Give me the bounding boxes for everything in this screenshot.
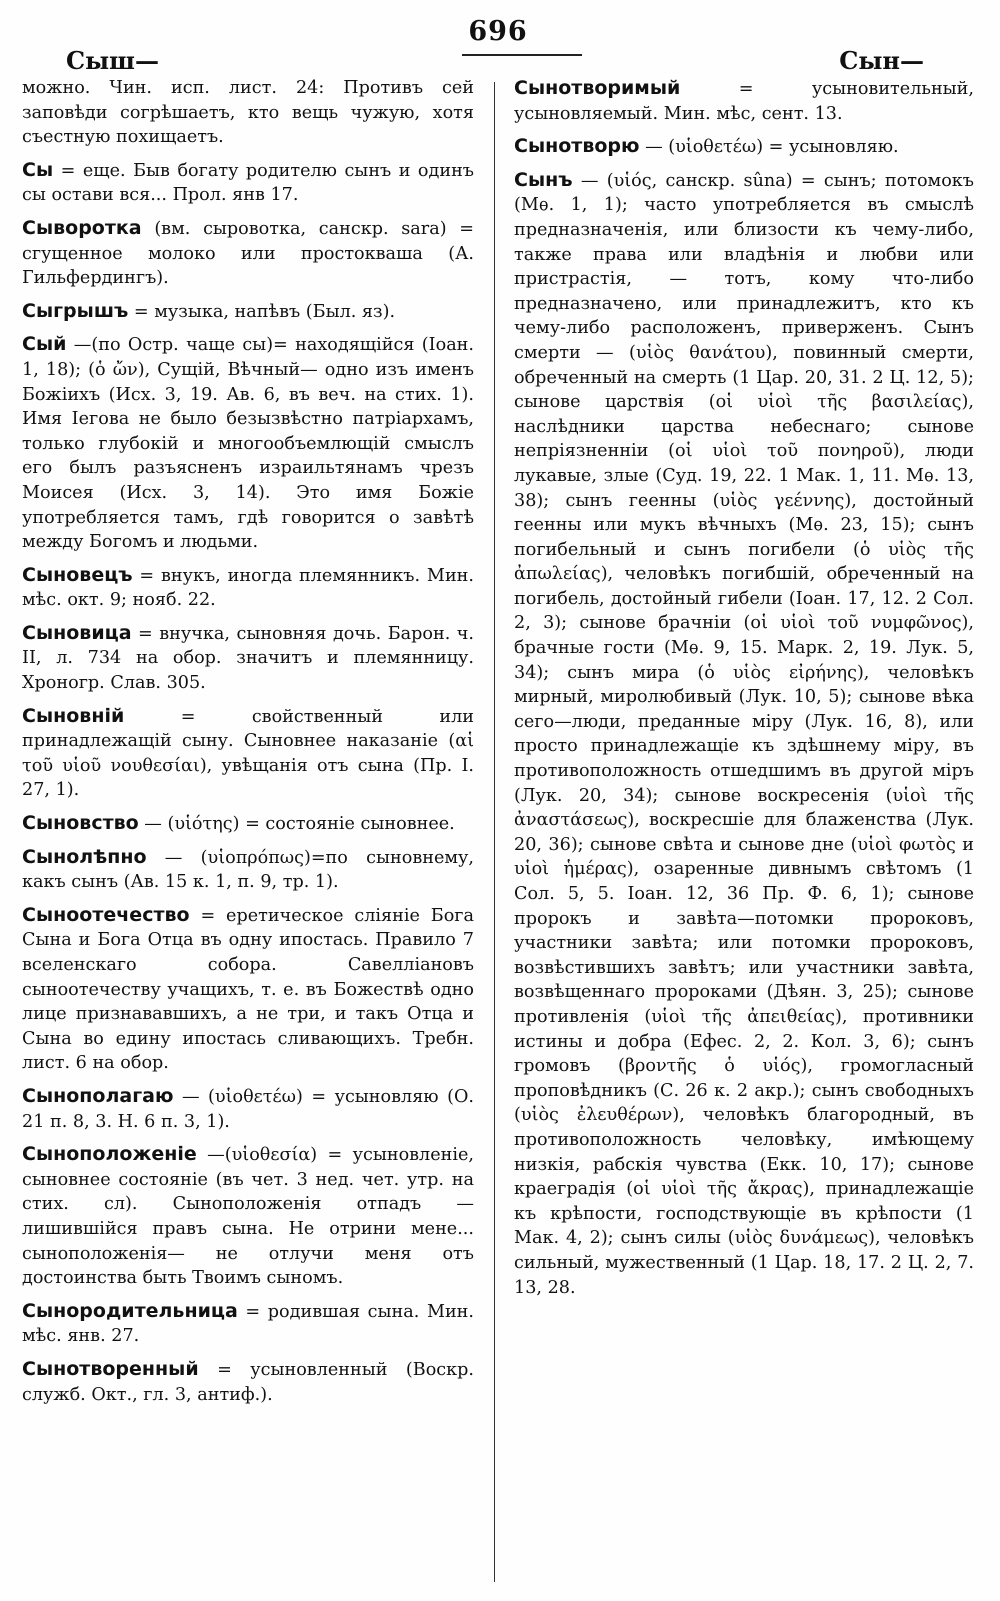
page-number: 696 xyxy=(468,16,528,47)
entry-text: — (υἱοπρόπως)=по сыновнему, какъ сынъ (Ав. 15 к. 1, п. 9, тр. 1). xyxy=(22,847,474,893)
entry-headword: Сынотворенный xyxy=(22,1357,199,1380)
entry-text: = усыновительный, усыновляемый. Мин. мѣс, сент. 13. xyxy=(514,79,974,124)
dictionary-entry xyxy=(514,134,974,160)
dictionary-entry xyxy=(22,332,474,554)
entry-headword: Сыновство xyxy=(22,812,139,835)
dictionary-entry xyxy=(22,704,474,803)
entry-text: = еще. Быв богату родителю сынъ и одинъ сы остави вся... Прол. янв 17. xyxy=(22,160,474,206)
entry-text: — (υἱός, санскр. sûna) = сынъ; потомокъ (Мѳ. 1, 1); часто употребляется въ смыслѣ предназначенія, или близости къ чему-либо, также права или владѣнія и любви или пристрастія, — тотъ, кому что-либо предназначено, или принадлежитъ, кто къ чему-либо расположенъ, приверженъ. Сынъ смерти — (υἱὸς θανάτου), повинный смерти, обреченный на смерть (1 Цар. 20, 31. 2 Ц. 12, 5); сынове царствія (οἱ υἱοὶ τῆς βασιλείας), наслѣдники царства небеснаго; сынове непріязненніи (οἱ υἱοὶ τοῦ πονηροῦ), люди лукавые, злые (Суд. 19, 22. 1 Мак. 1, 11. Мѳ. 13, 38); сынъ геенны (υἱὸς γεέννης), достойный геенны или мукъ вѣчныхъ (Мѳ. 23, 15); сынъ погибельный и сынъ погибели (ὁ υἱὸς τῆς ἀπωλείας), человѣкъ погибшій, обреченный на погибель, достойный гибели (Іоан. 17, 12. 2 Сол. 2, 3); сынове брачніи (οἱ υἱοὶ τοῦ νυμφῶνος), брачные гости (Мѳ. 9, 15. Марк. 2, 19. Лук. 5, 34); сынъ мира (ὁ υἱὸς εἰρήνης), человѣкъ мирный, миролюбивый (Лук. 10, 5); сынове вѣка сего—люди, преданные міру (Лук. 16, 8), или просто принадлежащіе къ здѣшнему міру, въ противоположность отшедшимъ въ другой міръ (Лук. 20, 34); сынове воскресенія (υἱοὶ τῆς ἀναστάσεως), воскресшіе для блаженства (Лук. 20, 36); сынове свѣта и сынове дне (υἱοὶ φωτὸς и υἱοὶ ἡμέρας), озаренные дивнымъ свѣтомъ (1 Сол. 5, 5. Іоан. 12, 36 Пр. Ф. 6, 1); сынове пророкъ и завѣта—потомки пророковъ, участники завѣта; или потомки пророковъ, возвѣстившихъ завѣтъ; или участники завѣта, возвѣщеннаго пророками (Дѣян. 3, 25); сынове противленія (υἱοὶ τῆς ἀπειθείας), противники истины и добра (Ефес. 2, 2. Кол. 3, 6); сынъ громовъ (βροντῆς ὁ υἱός), громогласный проповѣдникъ (С. 26 к. 2 акр.); сынъ свободныхъ (υἱὸς ἐλευθέρων), человѣкъ благородный, въ противоположность человѣку, имѣющему низкія, рабскія чувства (Екк. 10, 17); сынове краеградія (οἱ υἱοὶ τῆς ἄκρας), принадлежащіе къ крѣпости, господствующіе въ крѣпости (1 Мак. 4, 2); сынъ силы (υἱὸς δυνάμεως), человѣкъ сильный, мужественный (1 Цар. 18, 17. 2 Ц. 2, 7. 13, 28. xyxy=(514,170,974,1298)
entry-text: = родившая сына. Мин. мѣс. янв. 27. xyxy=(22,1301,474,1347)
right-column xyxy=(514,76,974,1591)
entry-headword: Сыгрышъ xyxy=(22,299,129,322)
entry-text: (вм. сыровотка, санскр. sara) = сгущенное молоко или простокваша (А. Гильфердингъ). xyxy=(22,218,474,289)
entry-headword: Сынотворю xyxy=(514,135,640,158)
dictionary-entry xyxy=(22,903,474,1076)
running-head-left: Сыш— xyxy=(66,46,159,75)
page-header xyxy=(22,14,974,76)
page-number-rule xyxy=(462,54,582,56)
entry-headword: Сынъ xyxy=(514,168,573,191)
entry-text: = внукъ, иногда племянникъ. Мин. мѣс. окт. 9; нояб. 22. xyxy=(22,565,474,611)
entry-text: —(по Остр. чаще сы)= находящійся (Іоан. 1, 18); (ὁ ὤν), Сущій, Вѣчный— одно изъ именъ Божіихъ (Исх. 3, 19. Ав. 6, въ веч. на стих. 1). Имя Іегова не было безызвѣстно патріархамъ, только глубокій и многообъемлющій смыслъ его былъ разъясненъ израильтянамъ чрезъ Моисея (Исх. 3, 14). Это имя Божіе употребляется тамъ, гдѣ говорится о завѣтѣ между Богомъ и людьми. xyxy=(22,335,474,553)
entry-text: = музыка, напѣвъ (Был. яз). xyxy=(133,301,396,322)
two-column-body xyxy=(22,76,974,1591)
dictionary-entry xyxy=(22,621,474,696)
entry-headword: Сы xyxy=(22,158,54,181)
dictionary-entry xyxy=(22,1142,474,1291)
dictionary-entry xyxy=(22,563,474,613)
entry-text: = усыновленный (Воскр. служб. Окт., гл. 3, антиф.). xyxy=(22,1359,474,1405)
entry-text: = еретическое сліяніе Бога Сына и Бога Отца въ одну ипостась. Правило 7 вселенскаго собора. Савелліановъ сыноотечеству учащихъ, т. е. въ Божествѣ одно лице признававшихъ, а не три, и такъ Отца и Сына во едину ипостась сливающихъ. Требн. лист. 6 на обор. xyxy=(22,905,474,1074)
entry-headword: Сыновица xyxy=(22,621,132,644)
dictionary-entry xyxy=(22,216,474,291)
entry-text: = внучка, сыновняя дочь. Барон. ч. II, л. 734 на обор. значитъ и племянницу. Хроногр. Слав. 305. xyxy=(22,623,474,694)
dictionary-entry xyxy=(22,158,474,208)
entry-headword: Сынотворимый xyxy=(514,77,681,99)
dictionary-entry xyxy=(22,811,474,837)
entry-headword: Сынородительница xyxy=(22,1299,238,1322)
dictionary-entry xyxy=(22,299,474,325)
column-divider xyxy=(494,82,495,1582)
entry-headword: Сынополагаю xyxy=(22,1084,174,1107)
left-column xyxy=(22,76,474,1591)
entry-headword: Сынолѣпно xyxy=(22,845,147,868)
dictionary-entry xyxy=(22,76,474,150)
dictionary-entry xyxy=(22,845,474,895)
entry-text: можно. Чин. исп. лист. 24: Противъ сей заповѣди согрѣшаетъ, кто вещь чужую, хотя съестную похищаетъ. xyxy=(22,78,474,148)
entry-text: — (υἱοθετέω) = усыновляю. xyxy=(645,137,899,158)
entry-text: = свойственный или принадлежащій сыну. Сыновнее наказаніе (αἱ τοῦ υἱοῦ νουθεσίαι), увѣщанія отъ сына (Пр. I. 27, 1). xyxy=(22,706,474,801)
entry-headword: Сыновній xyxy=(22,704,125,727)
dictionary-entry xyxy=(22,1084,474,1134)
entry-headword: Сый xyxy=(22,333,67,356)
entry-headword: Сыноотечество xyxy=(22,903,190,926)
running-head-right: Сын— xyxy=(839,46,924,75)
dictionary-entry xyxy=(514,76,974,126)
dictionary-entry xyxy=(514,168,974,1300)
entry-headword: Сыворотка xyxy=(22,216,142,239)
entry-headword: Сыновецъ xyxy=(22,563,133,586)
dictionary-entry xyxy=(22,1299,474,1349)
entry-headword: Сыноположеніе xyxy=(22,1143,197,1166)
entry-text: — (υἱότης) = состояніе сыновнее. xyxy=(144,814,455,835)
entry-text: — (υἱοθετέω) = усыновляю (О. 21 п. 8, 3. Н. 6 п. 3, 1). xyxy=(22,1086,474,1132)
dictionary-entry xyxy=(22,1357,474,1407)
entry-text: —(υἱοθεσία) = усыновленіе, сыновнее состояніе (въ чет. 3 нед. чет. утр. на стих. сл). Сыноположенія отпадъ — лишившійся правъ сына. Не отрини мене... сыноположенія— не отлучи меня отъ достоинства быть Твоимъ сыномъ. xyxy=(22,1145,474,1289)
